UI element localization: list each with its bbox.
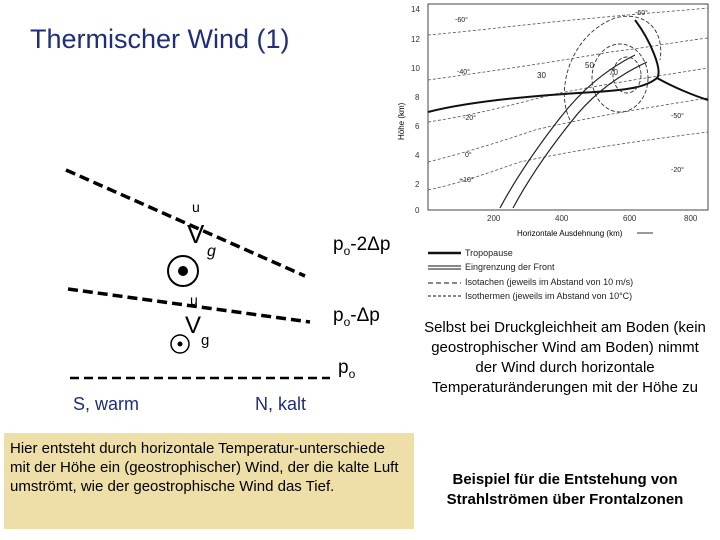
south-warm-label: S, warm [73, 394, 140, 414]
legend-tropopause: Tropopause [465, 248, 513, 258]
y-tick: 6 [415, 122, 420, 131]
jetstream-example-text: Beispiel für die Entstehung von Strahlströmen über Frontalzonen [446, 471, 684, 508]
isotherm-label: -60° [455, 17, 468, 24]
isotherm-label: -50° [671, 113, 684, 120]
isobar-p2 [66, 170, 305, 276]
legend-front-boundary: Eingrenzung der Front [465, 262, 555, 272]
legend-isotherms: Isothermen (jeweils im Abstand von 10°C) [465, 291, 633, 301]
wind-out-of-page-icon-upper [168, 256, 198, 286]
vector-arrow-mark: u [192, 199, 200, 215]
jetstream-cross-section-figure [395, 0, 720, 305]
y-tick: 0 [415, 206, 420, 215]
y-tick: 14 [411, 5, 420, 14]
y-tick: 8 [415, 93, 420, 102]
north-cold-label: N, kalt [255, 394, 307, 414]
vector-arrow-mark-lower: u [190, 292, 198, 308]
vg-lower-sub: g [201, 332, 210, 349]
x-tick: 400 [555, 214, 569, 223]
vg-lower-main: V [185, 312, 202, 339]
isotherm-label: -20° [671, 167, 684, 174]
figure-y-axis-label: Höhe (km) [397, 102, 406, 140]
isotherm-label: -40° [457, 69, 470, 76]
x-tick: 800 [684, 214, 698, 223]
pressure-label-p0: $p_o$ [338, 357, 356, 381]
isotach-label: 70 [609, 68, 618, 77]
explanation-box: Hier entsteht durch horizontale Temperatur-unterschiede mit der Höhe ein (geostrophischer) Wind, der die kalte Luft umströmt, wie der geostrophische Wind das Tief. [4, 433, 414, 529]
page-title: Thermischer Wind (1) [30, 24, 290, 54]
isotach-label: 30 [537, 71, 546, 80]
isotherm-label: -20° [463, 115, 476, 122]
isotherm-label: +10° [459, 177, 474, 184]
y-tick: 12 [411, 35, 420, 44]
isotherm-label: 0° [465, 152, 472, 159]
y-tick: 10 [411, 64, 420, 73]
x-tick: 600 [623, 214, 637, 223]
vg-upper-sub: g [207, 243, 216, 260]
pressure-label-p1: $p_o-\Delta p$ [333, 305, 380, 329]
isobar-diagram [0, 150, 420, 430]
y-tick: 2 [415, 180, 420, 189]
y-tick: 4 [415, 151, 420, 160]
vg-upper-main: V [187, 219, 205, 249]
right-explanation-text: Selbst bei Druckgleichheit am Boden (kein geostrophischer Wind am Boden) nimmt der Wind durch horizontale Temperaturänderungen mit der Höhe zu [424, 319, 706, 396]
isotherm-label: -60° [635, 10, 648, 17]
legend-isotachs: Isotachen (jeweils im Abstand von 10 m/s) [465, 277, 634, 287]
x-tick: 200 [487, 214, 501, 223]
pressure-label-p2: $p_o-2\Delta p$ [333, 234, 391, 258]
figure-x-axis-label: Horizontale Ausdehnung (km) [517, 229, 623, 238]
isotach-label: 50 [585, 61, 594, 70]
